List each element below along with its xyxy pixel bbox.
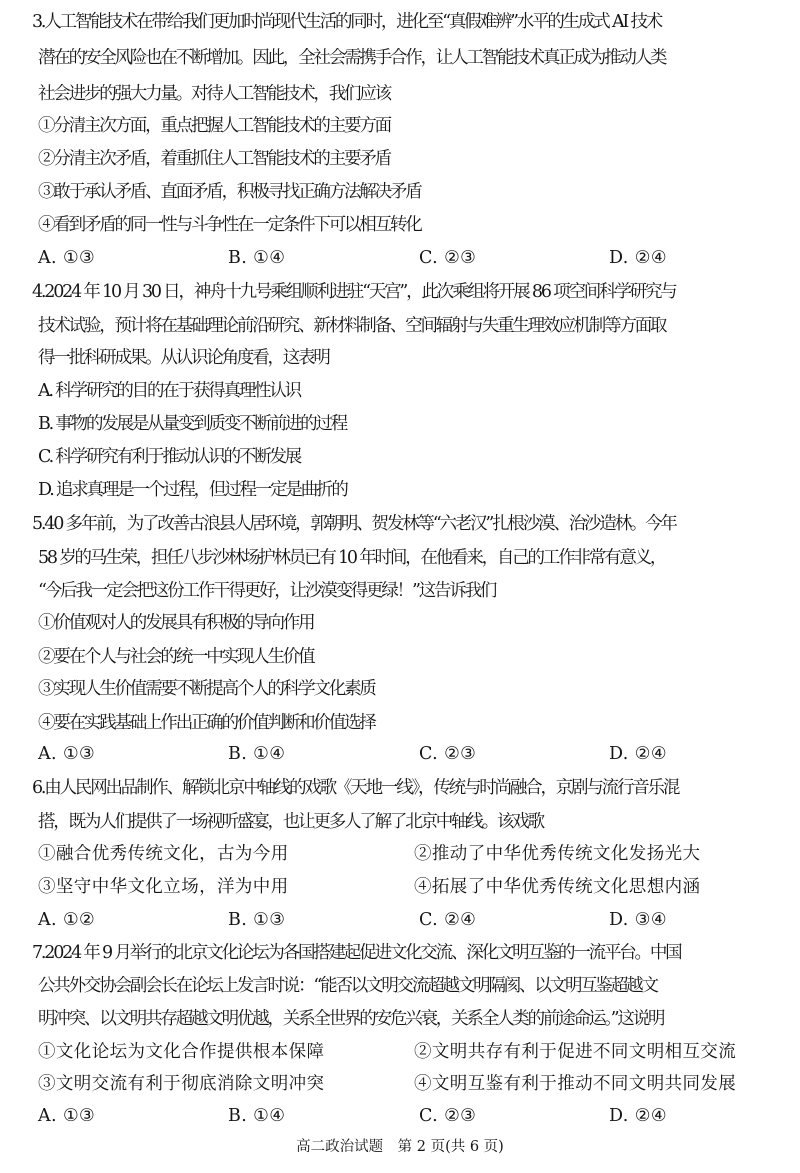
question-5-item-2: ②要在个人与社会的统一中实现人生价值	[38, 647, 314, 667]
question-6-item-1: ①融合优秀传统文化，古为今用	[38, 844, 289, 864]
question-7-item-2: ②文明共存有利于促进不同文明相互交流	[414, 1042, 737, 1062]
question-5-choice-b[interactable]: B. ①④	[228, 744, 286, 764]
question-5-choices	[0, 738, 800, 770]
question-5-item-3: ③实现人生价值需要不断提高个人的科学文化素质	[38, 679, 375, 699]
question-7-stem-line-1: 7.2024 年 9 月举行的北京文化论坛为各国搭建起促进文化交流、深化文明互鉴的一流平台。中国	[32, 943, 681, 963]
question-3-choice-b[interactable]: B. ①④	[228, 248, 286, 268]
question-7-choice-a[interactable]: A. ①③	[38, 1106, 96, 1126]
question-6-choice-b[interactable]: B. ①③	[228, 910, 286, 930]
question-4-stem-line-1: 4.2024 年 10 月 30 日，神舟十九号乘组顺利进驻“天宫”，此次乘组将开展 86 项空间科学研究与	[32, 282, 676, 302]
question-3-choice-d[interactable]: D. ②④	[609, 248, 667, 268]
question-6-choice-a[interactable]: A. ①②	[38, 910, 96, 930]
question-7-item-4: ④文明互鉴有利于推动不同文明共同发展	[414, 1074, 737, 1094]
question-5-choice-c[interactable]: C. ②③	[419, 744, 477, 764]
question-6-stem-line-2: 搭，既为人们提供了一场视听盛宴，也让更多人了解了北京中轴线。该戏歌	[38, 812, 543, 832]
question-7-stem-line-2: 公共外交协会副会长在论坛上发言时说：“能否以文明交流超越文明隔阂、以文明互鉴超越文	[38, 976, 657, 996]
question-7-items-row-1	[0, 1036, 800, 1068]
question-4-stem-line-2: 技术试验，预计将在基础理论前沿研究、新材料制备、空间辐射与失重生理效应机制等方面取	[38, 316, 666, 336]
question-4-option-b[interactable]: B. 事物的发展是从量变到质变不断前进的过程	[38, 414, 347, 434]
question-3-stem-line-3: 社会进步的强大力量。对待人工智能技术，我们应该	[38, 84, 390, 104]
question-6-items-row-1	[0, 838, 800, 870]
question-5-stem-line-3: “今后我一定会把这份工作干得更好，让沙漠变得更绿！”这告诉我们	[38, 581, 496, 601]
question-7-item-3: ③文明交流有利于彻底消除文明冲突	[38, 1074, 325, 1094]
question-4-option-a[interactable]: A. 科学研究的目的在于获得真理性认识	[38, 381, 300, 401]
question-6-stem-line-1: 6.由人民网出品制作、解锁北京中轴线的戏歌《天地一线》，传统与时尚融合，京剧与流行音乐混	[32, 778, 679, 798]
question-4-stem-line-3: 得一批科研成果。从认识论角度看，这表明	[38, 348, 329, 368]
question-6-choices	[0, 904, 800, 936]
question-3-choice-c[interactable]: C. ②③	[419, 248, 477, 268]
question-6-choice-c[interactable]: C. ②④	[419, 910, 477, 930]
question-5-choice-a[interactable]: A. ①③	[38, 744, 96, 764]
question-5-item-4: ④要在实践基础上作出正确的价值判断和价值选择	[38, 713, 375, 733]
question-7-item-1: ①文化论坛为文化合作提供根本保障	[38, 1042, 325, 1062]
question-5-stem-line-2: 58 岁的马生荣，担任八步沙林场护林员已有 10 年时间，在他看来，自己的工作非常有意义，	[38, 548, 666, 568]
question-3-stem-line-2: 潜在的安全风险也在不断增加。因此，全社会需携手合作，让人工智能技术真正成为推动人类	[38, 48, 666, 68]
question-4-option-c[interactable]: C. 科学研究有利于推动认识的不断发展	[38, 447, 301, 467]
question-3-choices	[0, 242, 800, 274]
question-5-stem-line-1: 5.40 多年前，为了改善古浪县人居环境，郭朝明、贺发林等“六老汉”扎根沙漠、治沙造林。今年	[32, 514, 676, 534]
question-6-item-4: ④拓展了中华优秀传统文化思想内涵	[414, 877, 701, 897]
question-3-choice-a[interactable]: A. ①③	[38, 248, 96, 268]
question-3-item-4: ④看到矛盾的同一性与斗争性在一定条件下可以相互转化	[38, 215, 421, 235]
question-7-choice-d[interactable]: D. ②④	[609, 1106, 667, 1126]
question-3-item-2: ②分清主次矛盾，着重抓住人工智能技术的主要矛盾	[38, 149, 390, 169]
question-3-item-3: ③敢于承认矛盾、直面矛盾，积极寻找正确方法解决矛盾	[38, 182, 421, 202]
question-7-stem-line-3: 明冲突、以文明共存超越文明优越，关系全世界的安危兴衰，关系全人类的前途命运。”这说明	[38, 1009, 664, 1029]
question-3-item-1: ①分清主次方面，重点把握人工智能技术的主要方面	[38, 116, 390, 136]
question-5-choice-d[interactable]: D. ②④	[609, 744, 667, 764]
question-3-stem-line-1: 3.人工智能技术在带给我们更加时尚现代生活的同时，进化至“真假难辨”水平的生成式 AI 技术	[32, 12, 662, 32]
question-6-items-row-2	[0, 871, 800, 903]
question-7-items-row-2	[0, 1068, 800, 1100]
question-6-choice-d[interactable]: D. ③④	[609, 910, 667, 930]
question-6-item-2: ②推动了中华优秀传统文化发扬光大	[414, 844, 701, 864]
question-6-item-3: ③坚守中华文化立场，洋为中用	[38, 877, 289, 897]
question-7-choice-c[interactable]: C. ②③	[419, 1106, 477, 1126]
question-5-item-1: ①价值观对人的发展具有积极的导向作用	[38, 613, 314, 633]
question-7-choice-b[interactable]: B. ①④	[228, 1106, 286, 1126]
page-footer: 高二政治试题 第 2 页(共 6 页)	[296, 1139, 504, 1155]
question-4-option-d[interactable]: D. 追求真理是一个过程，但过程一定是曲折的	[38, 480, 347, 500]
question-7-choices	[0, 1100, 800, 1132]
